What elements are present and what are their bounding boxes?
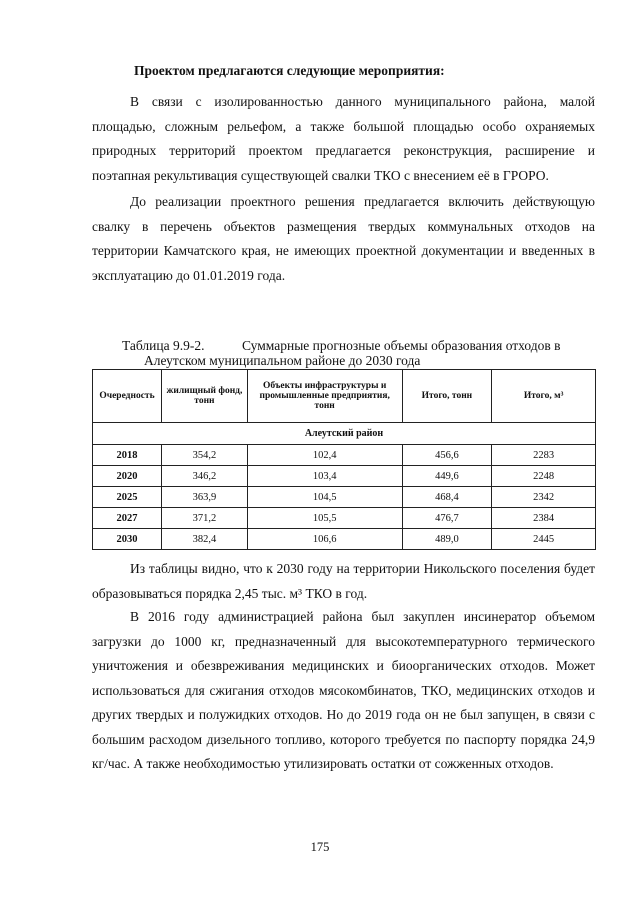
table-cell: 2018 [93, 445, 162, 466]
table-cell: 102,4 [247, 445, 402, 466]
table-caption-number: Таблица 9.9-2. [122, 338, 205, 353]
table-row [93, 445, 596, 466]
table-cell: 2445 [492, 529, 596, 550]
table-cell: 346,2 [161, 466, 247, 487]
page-number: 175 [310, 840, 330, 854]
paragraph-2: До реализации проектного решения предлагается включить действующую свалку в перечень объектов размещения твердых коммунальных отходов на территории Камчатского края, не имеющих проектной документации и введенных в эксплуатацию до 01.01.2019 года. [92, 194, 595, 283]
table-section-row [93, 423, 596, 445]
table-header-row [93, 370, 596, 423]
table-cell: 2342 [492, 487, 596, 508]
paragraph-4: В 2016 году администрацией района был закуплен инсинератор объемом загрузки до 1000 кг, предназначенный для высокотемпературного термического уничтожения и обезвреживания медицинских и биоорганических отходов. Может использоваться для сжигания отходов мясокомбинатов, ТКО, медицинских отходов и других твердых и полужидких отходов. Но до 2019 года он не был запущен, в связи с большим расходом дизельного топливо, которого требуется по паспорту порядка 24,9 кг/час. А также необходимостью утилизировать остатки от сожженных отходов. [92, 609, 595, 771]
section-cell: Алеутский район [93, 423, 596, 445]
table-cell: 2020 [93, 466, 162, 487]
table-row [93, 466, 596, 487]
header-cell: Итого, тонн [402, 370, 492, 423]
table-cell: 2025 [93, 487, 162, 508]
table-cell: 449,6 [402, 466, 492, 487]
table-cell: 103,4 [247, 466, 402, 487]
section-heading: Проектом предлагаются следующие мероприятия: [134, 63, 445, 78]
table-cell: 363,9 [161, 487, 247, 508]
table-cell: 104,5 [247, 487, 402, 508]
table-caption-line2: Алеутском муниципальном районе до 2030 года [144, 353, 421, 368]
table-cell: 106,6 [247, 529, 402, 550]
paragraph-3: Из таблицы видно, что к 2030 году на территории Никольского поселения будет образовываться порядка 2,45 тыс. м³ ТКО в год. [92, 561, 595, 601]
table-row [93, 508, 596, 529]
waste-volume-table [92, 369, 596, 550]
table-cell: 468,4 [402, 487, 492, 508]
header-cell: Итого, м³ [492, 370, 596, 423]
table-cell: 456,6 [402, 445, 492, 466]
table-cell: 105,5 [247, 508, 402, 529]
header-cell: Объекты инфраструктуры и промышленные предприятия, тонн [247, 370, 402, 423]
table-cell: 2283 [492, 445, 596, 466]
table-cell: 382,4 [161, 529, 247, 550]
table-cell: 489,0 [402, 529, 492, 550]
header-cell: жилищный фонд, тонн [161, 370, 247, 423]
table-caption-line1: Суммарные прогнозные объемы образования отходов в [242, 338, 561, 353]
paragraph-1: В связи с изолированностью данного муниципального района, малой площадью, сложным рельефом, а также большой площадью особо охраняемых природных территорий проектом предлагается реконструкция, расширение и поэтапная рекультивация существующей свалки ТКО с внесением её в ГРОРО. [92, 94, 595, 183]
table-row [93, 487, 596, 508]
table-cell: 371,2 [161, 508, 247, 529]
table-cell: 476,7 [402, 508, 492, 529]
table-row [93, 529, 596, 550]
table-cell: 2030 [93, 529, 162, 550]
table-cell: 2027 [93, 508, 162, 529]
table-cell: 354,2 [161, 445, 247, 466]
header-cell: Очередность [93, 370, 162, 423]
table-cell: 2384 [492, 508, 596, 529]
table-caption [122, 338, 592, 368]
table-cell: 2248 [492, 466, 596, 487]
